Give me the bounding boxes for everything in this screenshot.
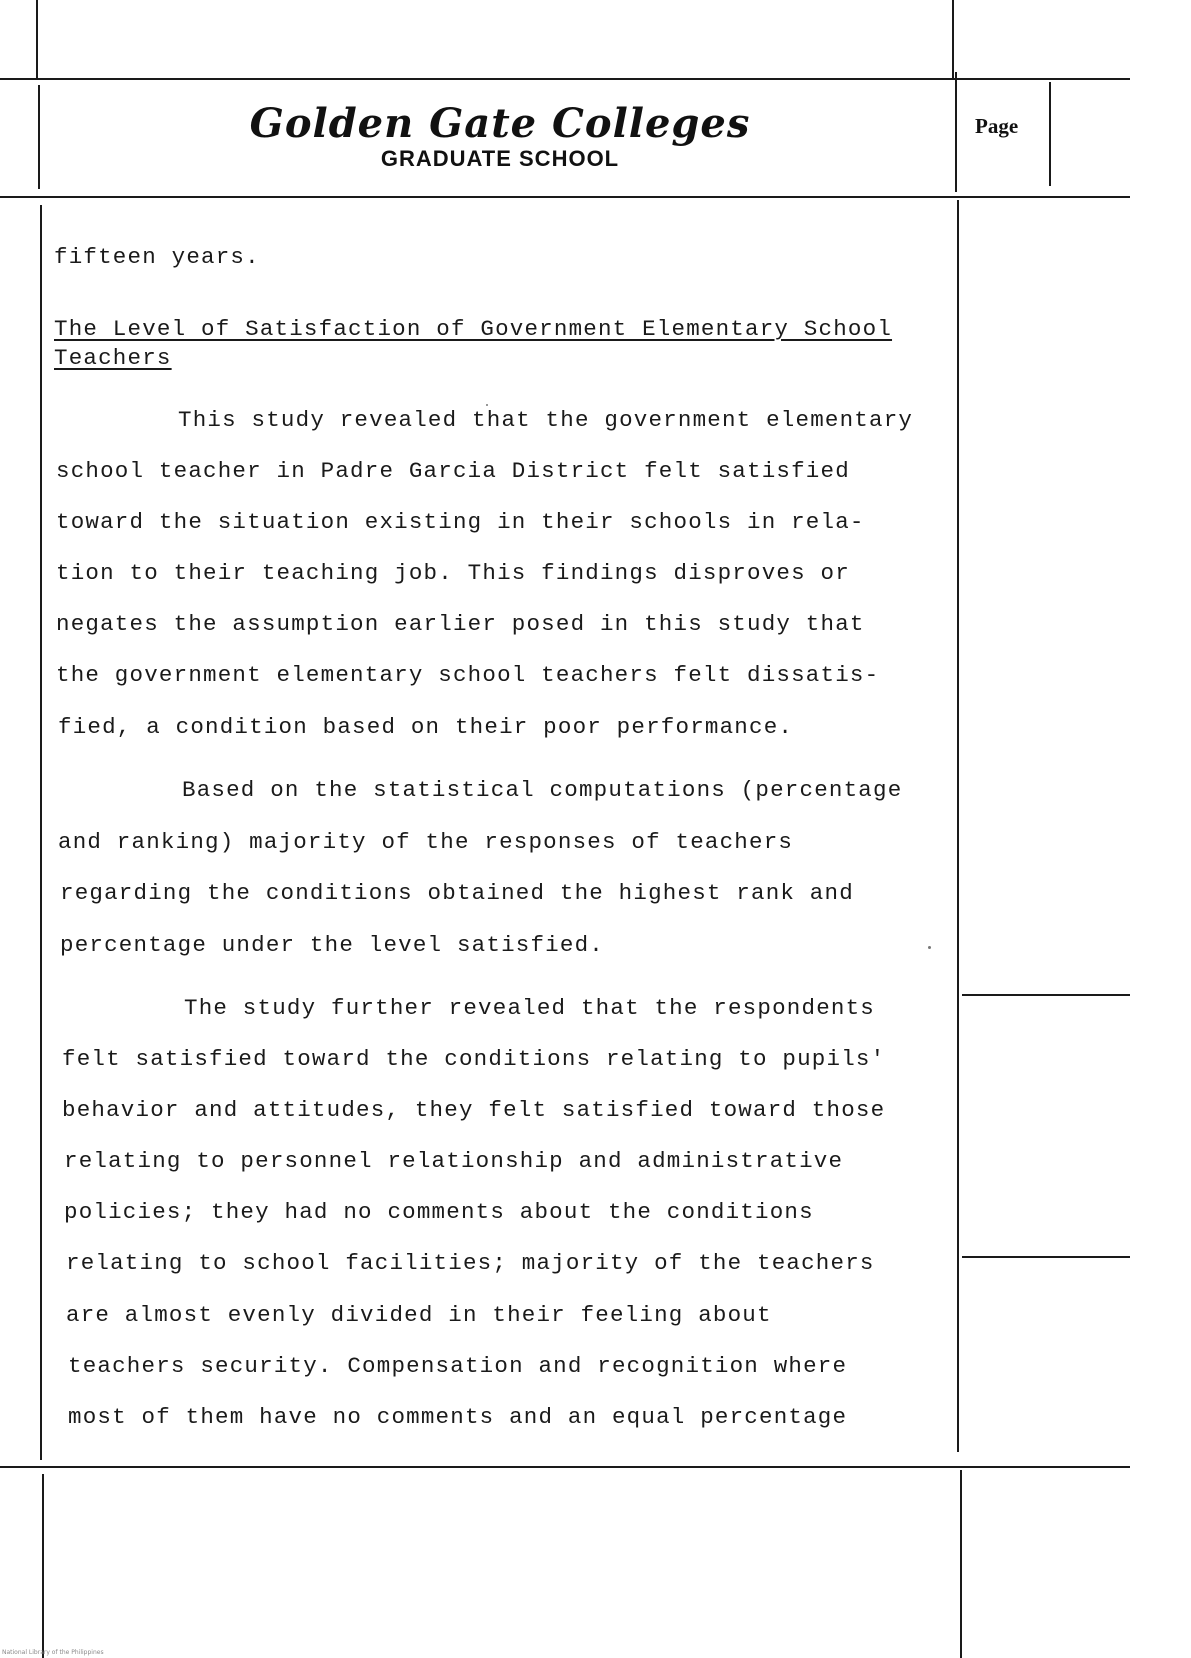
right-column-line-bottom [960, 1470, 962, 1658]
school-name: GRADUATE SCHOOL [380, 146, 620, 171]
right-column-line-body [957, 200, 959, 1452]
right-column-line-top [952, 0, 954, 78]
left-margin-line-body [40, 205, 42, 1460]
text-line: the government elementary school teachers felt dissatis- [56, 662, 880, 688]
margin-rule-1 [962, 994, 1130, 996]
page-box-line [1049, 82, 1051, 186]
text-line: tion to their teaching job. This findings disproves or [56, 560, 850, 586]
text-line: toward the situation existing in their schools in rela- [56, 509, 865, 535]
section-heading: Teachers [54, 345, 172, 371]
text-line: school teacher in Padre Garcia District felt satisfied [56, 458, 850, 484]
text-line: fied, a condition based on their poor performance. [58, 714, 794, 740]
text-line: This study revealed that the government elementary [178, 407, 914, 433]
text-line: felt satisfied toward the conditions relating to pupils' [62, 1046, 886, 1072]
scan-speck [486, 404, 488, 406]
text-line: fifteen years. [54, 244, 260, 270]
scan-footer-note: National Library of the Philippines [2, 1649, 104, 1656]
header-bottom-rule [0, 196, 1130, 198]
text-line: relating to personnel relationship and administrative [64, 1148, 844, 1174]
top-rule [0, 78, 1130, 80]
scan-speck [928, 946, 931, 949]
left-margin-line-bottom [42, 1474, 44, 1658]
text-line: are almost evenly divided in their feeling about [66, 1302, 772, 1328]
bottom-rule [0, 1466, 1130, 1468]
margin-rule-2 [962, 1256, 1130, 1258]
text-line: The study further revealed that the respondents [184, 995, 876, 1021]
text-line: regarding the conditions obtained the highest rank and [60, 880, 854, 906]
text-line: most of them have no comments and an equal percentage [68, 1404, 848, 1430]
text-line: policies; they had no comments about the conditions [64, 1199, 814, 1225]
text-line: Based on the statistical computations (percentage [182, 777, 903, 803]
text-line: relating to school facilities; majority of the teachers [66, 1250, 875, 1276]
left-margin-line-top [36, 0, 38, 78]
page-label: Page [975, 114, 1019, 138]
text-line: percentage under the level satisfied. [60, 932, 604, 958]
text-line: teachers security. Compensation and recognition where [68, 1353, 848, 1379]
text-line: and ranking) majority of the responses of teachers [58, 829, 794, 855]
text-line: behavior and attitudes, they felt satisfied toward those [62, 1097, 886, 1123]
institution-name: Golden Gate Colleges [249, 100, 751, 147]
text-line: negates the assumption earlier posed in this study that [56, 611, 865, 637]
section-heading: The Level of Satisfaction of Government Elementary School [54, 316, 893, 342]
